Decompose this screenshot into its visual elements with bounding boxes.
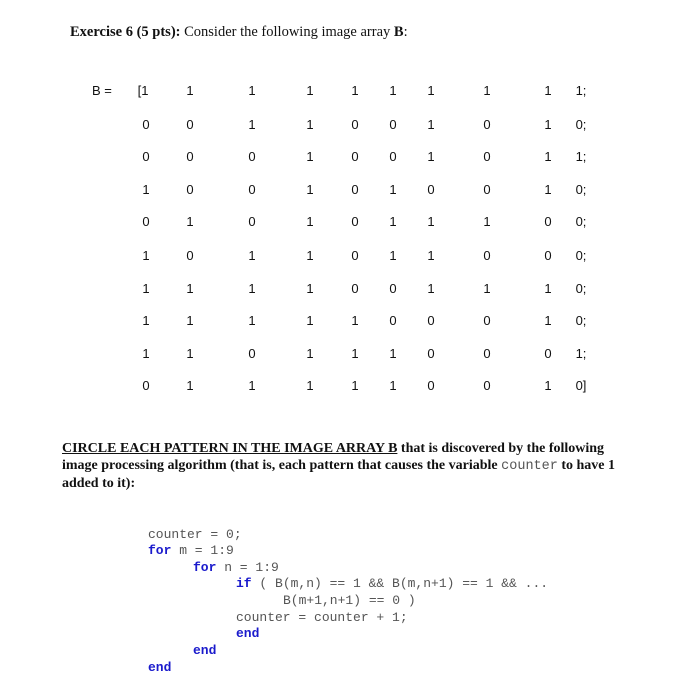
matrix-cell: 0; <box>575 117 587 132</box>
title-var: B <box>393 24 404 40</box>
matrix-cell: 0 <box>248 346 256 361</box>
code-line <box>236 610 408 625</box>
instruction-text <box>62 440 622 492</box>
instruction-part2: to have 1 added to it): <box>62 458 616 491</box>
code-line <box>148 660 171 675</box>
matrix-cell: 0 <box>389 313 397 328</box>
matrix-cell: 1 <box>427 117 435 132</box>
matrix-cell: 1 <box>306 214 314 229</box>
matrix-cell: 1 <box>544 117 552 132</box>
matrix-cell: 1 <box>483 214 491 229</box>
code-line <box>236 576 548 591</box>
matrix-cell: 1 <box>389 214 397 229</box>
matrix-cell: 1; <box>575 346 587 361</box>
matrix-cell: 0 <box>142 149 150 164</box>
matrix-cell: 0 <box>427 313 435 328</box>
matrix-cell: 1 <box>427 281 435 296</box>
matrix-cell: 1 <box>248 378 256 393</box>
matrix-cell: 1 <box>544 149 552 164</box>
matrix-cell: 1 <box>248 313 256 328</box>
matrix-cell: 1 <box>306 83 314 98</box>
matrix-cell: 1 <box>306 182 314 197</box>
matrix-cell: 0 <box>351 281 359 296</box>
matrix-cell: 0 <box>389 281 397 296</box>
code-text: B(m+1,n+1) == 0 ) <box>283 593 416 608</box>
matrix-cell: 1 <box>544 281 552 296</box>
matrix-cell: 1 <box>186 313 194 328</box>
matrix-cell: 0 <box>389 149 397 164</box>
matrix-cell: 0 <box>483 313 491 328</box>
matrix-cell: 0 <box>351 149 359 164</box>
matrix-cell: 1 <box>427 83 435 98</box>
matrix-cell: 1 <box>427 248 435 263</box>
code-line <box>148 527 242 542</box>
matrix-cell: 1 <box>351 378 359 393</box>
matrix-cell: 1 <box>389 346 397 361</box>
matrix-cell: 0 <box>427 378 435 393</box>
matrix-cell: 1 <box>544 182 552 197</box>
matrix-cell: 1 <box>389 378 397 393</box>
matrix-cell: 0 <box>351 214 359 229</box>
matrix-cell: 0 <box>483 248 491 263</box>
code-text: counter = counter + 1; <box>236 610 408 625</box>
matrix-cell: 1 <box>186 378 194 393</box>
matrix-cell: 0 <box>142 117 150 132</box>
matrix-cell: 1 <box>142 281 150 296</box>
matrix-cell: 1 <box>483 83 491 98</box>
matrix-cell: 0 <box>186 149 194 164</box>
matrix-cell: 1 <box>389 83 397 98</box>
matrix-label: B = <box>92 83 112 98</box>
code-text: counter = 0; <box>148 527 242 542</box>
matrix-cell: 1 <box>351 346 359 361</box>
matrix-cell: 0] <box>575 378 587 393</box>
matrix-cell: 0 <box>186 182 194 197</box>
instruction-underlined: CIRCLE EACH PATTERN IN THE IMAGE ARRAY B <box>62 441 398 456</box>
matrix-cell: 1 <box>142 248 150 263</box>
matrix-cell: 0 <box>142 214 150 229</box>
matrix-cell: 0 <box>427 182 435 197</box>
code-text: ( B(m,n) == 1 && B(m,n+1) == 1 && ... <box>251 576 549 591</box>
exercise-title <box>70 24 408 41</box>
code-text: n = 1:9 <box>216 560 279 575</box>
matrix-cell: 1 <box>351 83 359 98</box>
code-line <box>283 593 416 608</box>
code-line <box>148 543 234 558</box>
matrix-cell: [1 <box>137 83 149 98</box>
matrix-cell: 1 <box>389 182 397 197</box>
matrix-cell: 1 <box>306 346 314 361</box>
instruction-part1: that is discovered by the following image processing algorithm (that is, each pattern that causes the variable <box>62 441 605 473</box>
matrix-cell: 0 <box>483 346 491 361</box>
matrix-cell: 1 <box>142 346 150 361</box>
title-text: Consider the following image array <box>180 24 394 40</box>
matrix-cell: 1 <box>427 149 435 164</box>
matrix-cell: 1 <box>186 346 194 361</box>
matrix-cell: 1 <box>306 117 314 132</box>
matrix-cell: 1 <box>544 313 552 328</box>
matrix-cell: 0; <box>575 214 587 229</box>
matrix-cell: 1 <box>248 248 256 263</box>
matrix-cell: 0 <box>248 214 256 229</box>
matrix-cell: 1 <box>483 281 491 296</box>
matrix-cell: 1 <box>186 214 194 229</box>
matrix-cell: 0 <box>351 182 359 197</box>
code-keyword: end <box>148 660 172 675</box>
matrix-cell: 1 <box>544 83 552 98</box>
matrix-cell: 1 <box>306 378 314 393</box>
matrix-cell: 0 <box>351 117 359 132</box>
matrix-cell: 1 <box>142 182 150 197</box>
matrix-cell: 0 <box>389 117 397 132</box>
matrix-cell: 0 <box>483 149 491 164</box>
code-keyword: end <box>236 626 260 641</box>
matrix-cell: 0 <box>544 248 552 263</box>
matrix-cell: 1; <box>575 149 587 164</box>
instruction-code-word: counter <box>501 459 558 474</box>
matrix-cell: 0 <box>351 248 359 263</box>
matrix-cell: 1 <box>248 281 256 296</box>
code-keyword: if <box>236 576 252 591</box>
matrix-cell: 0; <box>575 248 587 263</box>
matrix-cell: 1 <box>186 83 194 98</box>
code-keyword: end <box>193 643 217 658</box>
matrix-cell: 1 <box>186 281 194 296</box>
code-keyword: for <box>148 543 172 558</box>
matrix-cell: 1 <box>306 281 314 296</box>
matrix-cell: 1 <box>248 83 256 98</box>
matrix-cell: 0 <box>186 248 194 263</box>
exercise-number: Exercise 6 (5 pts): <box>70 24 181 40</box>
matrix-cell: 0; <box>575 182 587 197</box>
code-line <box>193 560 279 575</box>
matrix-cell: 1 <box>248 117 256 132</box>
matrix-cell: 0; <box>575 281 587 296</box>
matrix-cell: 1 <box>306 313 314 328</box>
matrix-cell: 0 <box>483 378 491 393</box>
matrix-cell: 0 <box>427 346 435 361</box>
matrix-cell: 1 <box>544 378 552 393</box>
matrix-cell: 0 <box>248 149 256 164</box>
matrix-cell: 0 <box>483 182 491 197</box>
matrix-cell: 0 <box>186 117 194 132</box>
matrix-cell: 0 <box>544 214 552 229</box>
code-text: m = 1:9 <box>171 543 234 558</box>
matrix-cell: 1 <box>351 313 359 328</box>
matrix-cell: 0 <box>483 117 491 132</box>
code-line <box>236 626 259 641</box>
matrix-cell: 1 <box>142 313 150 328</box>
matrix-cell: 0 <box>248 182 256 197</box>
matrix-cell: 1 <box>389 248 397 263</box>
matrix-cell: 0 <box>544 346 552 361</box>
matrix-cell: 1 <box>306 248 314 263</box>
matrix-cell: 0 <box>142 378 150 393</box>
code-line <box>193 643 216 658</box>
matrix-cell: 1 <box>306 149 314 164</box>
code-keyword: for <box>193 560 217 575</box>
matrix-cell: 0; <box>575 313 587 328</box>
matrix-cell: 1 <box>427 214 435 229</box>
title-colon: : <box>403 24 408 40</box>
matrix-cell: 1; <box>575 83 587 98</box>
